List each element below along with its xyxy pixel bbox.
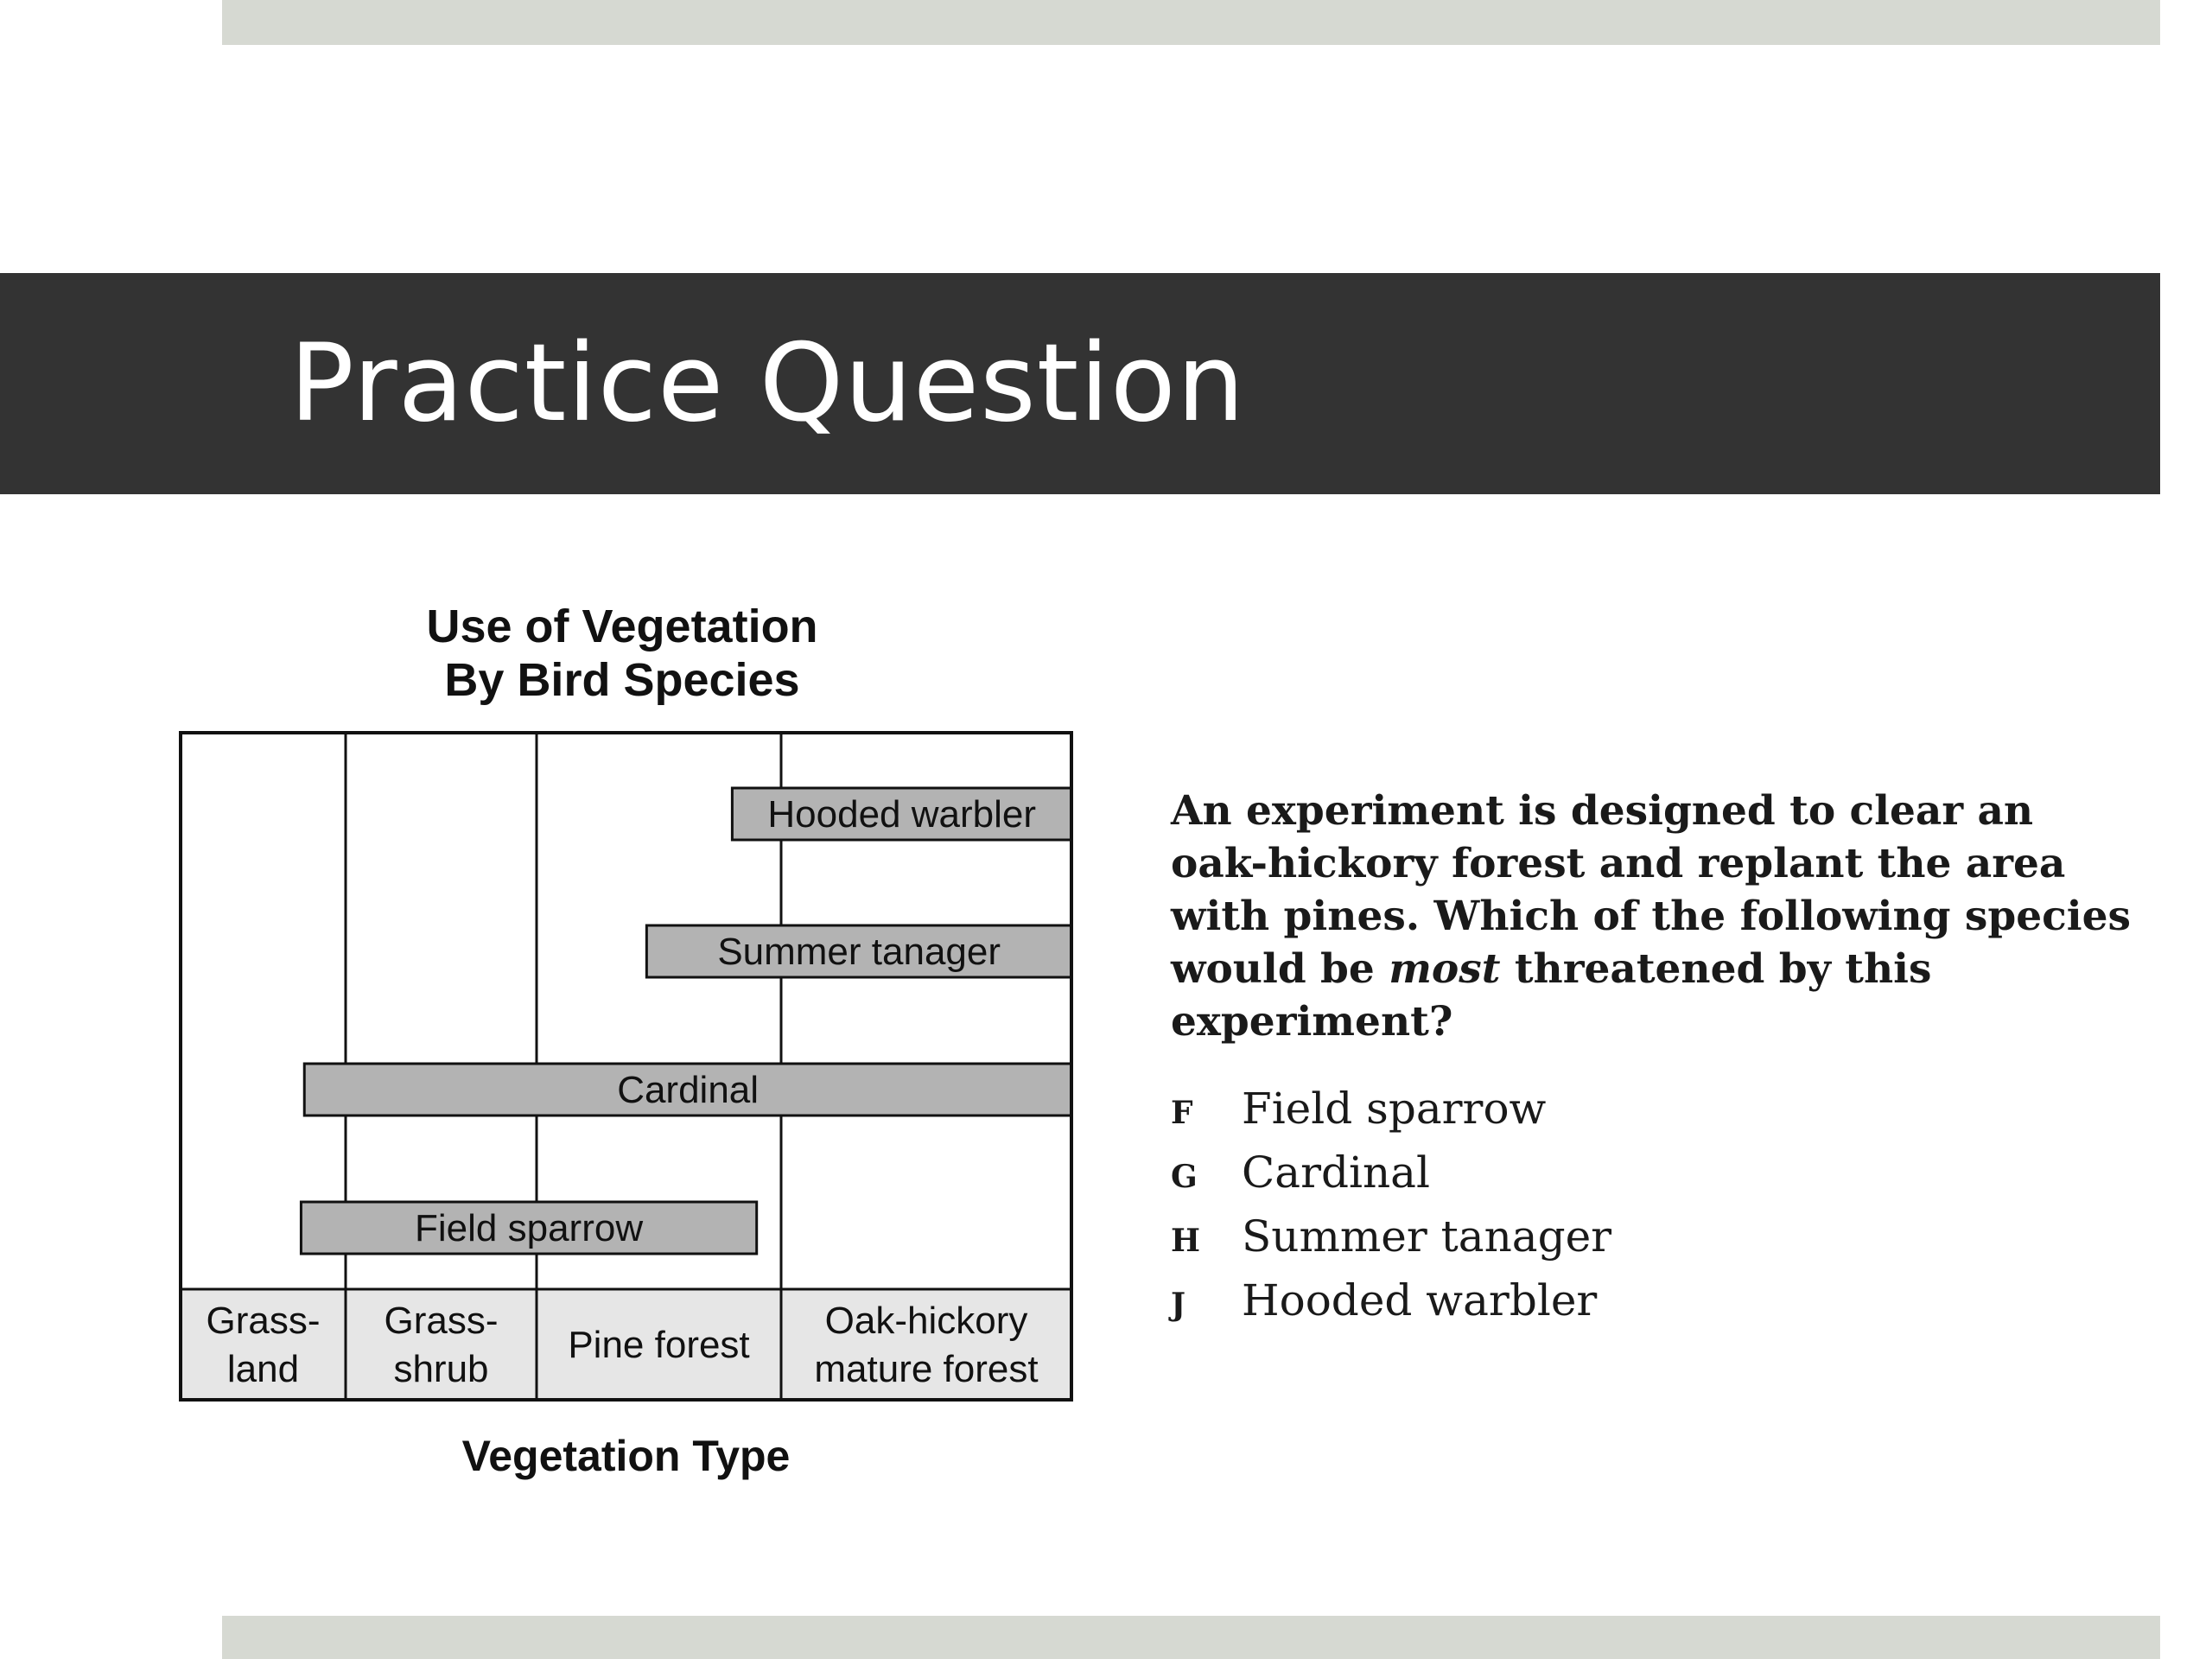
category-label: Grass-	[384, 1300, 499, 1342]
question-emphasis: most	[1389, 945, 1501, 993]
choice-text: Field sparrow	[1242, 1084, 1547, 1134]
choice-g[interactable]	[1171, 1147, 1948, 1211]
choice-f[interactable]	[1171, 1084, 1948, 1147]
category-label: land	[226, 1348, 300, 1390]
chart-title-line-2: By Bird Species	[444, 654, 800, 706]
top-decor-strip	[222, 0, 2160, 45]
category-label: Pine forest	[568, 1324, 750, 1366]
page-title: Practice Question	[289, 321, 1246, 446]
bar-label: Hooded warbler	[767, 793, 1037, 836]
question-text	[1171, 785, 2139, 1048]
choice-h[interactable]	[1171, 1211, 1948, 1275]
chart-title-line-1: Use of Vegetation	[426, 601, 818, 652]
question-text-after: threatened by this experiment?	[1171, 945, 1932, 1046]
bottom-decor-strip	[222, 1616, 2160, 1659]
choice-letter: F	[1171, 1095, 1193, 1131]
category-label: mature forest	[814, 1348, 1039, 1390]
x-axis-label: Vegetation Type	[461, 1432, 791, 1480]
category-label: Oak-hickory	[824, 1300, 1028, 1342]
choice-j[interactable]	[1171, 1275, 1948, 1339]
answer-choices	[1171, 1084, 1948, 1339]
category-label: shrub	[393, 1348, 489, 1390]
choice-letter: H	[1171, 1223, 1201, 1259]
chart-svg	[156, 596, 1097, 1486]
title-bar	[0, 273, 2160, 494]
choice-letter: G	[1171, 1159, 1198, 1195]
category-label: Grass-	[206, 1300, 321, 1342]
bar-label: Field sparrow	[415, 1207, 644, 1249]
choice-text: Summer tanager	[1242, 1211, 1612, 1262]
choice-text: Hooded warbler	[1242, 1275, 1598, 1325]
choice-text: Cardinal	[1242, 1147, 1430, 1198]
bar-label: Summer tanager	[717, 931, 1001, 973]
question-text-before: An experiment is designed to clear an oak-hickory forest and replant the area with pines. Which of the following species would be	[1171, 787, 2131, 993]
choice-letter: J	[1171, 1287, 1186, 1323]
bar-label: Cardinal	[617, 1069, 760, 1111]
vegetation-chart	[156, 596, 1097, 1486]
